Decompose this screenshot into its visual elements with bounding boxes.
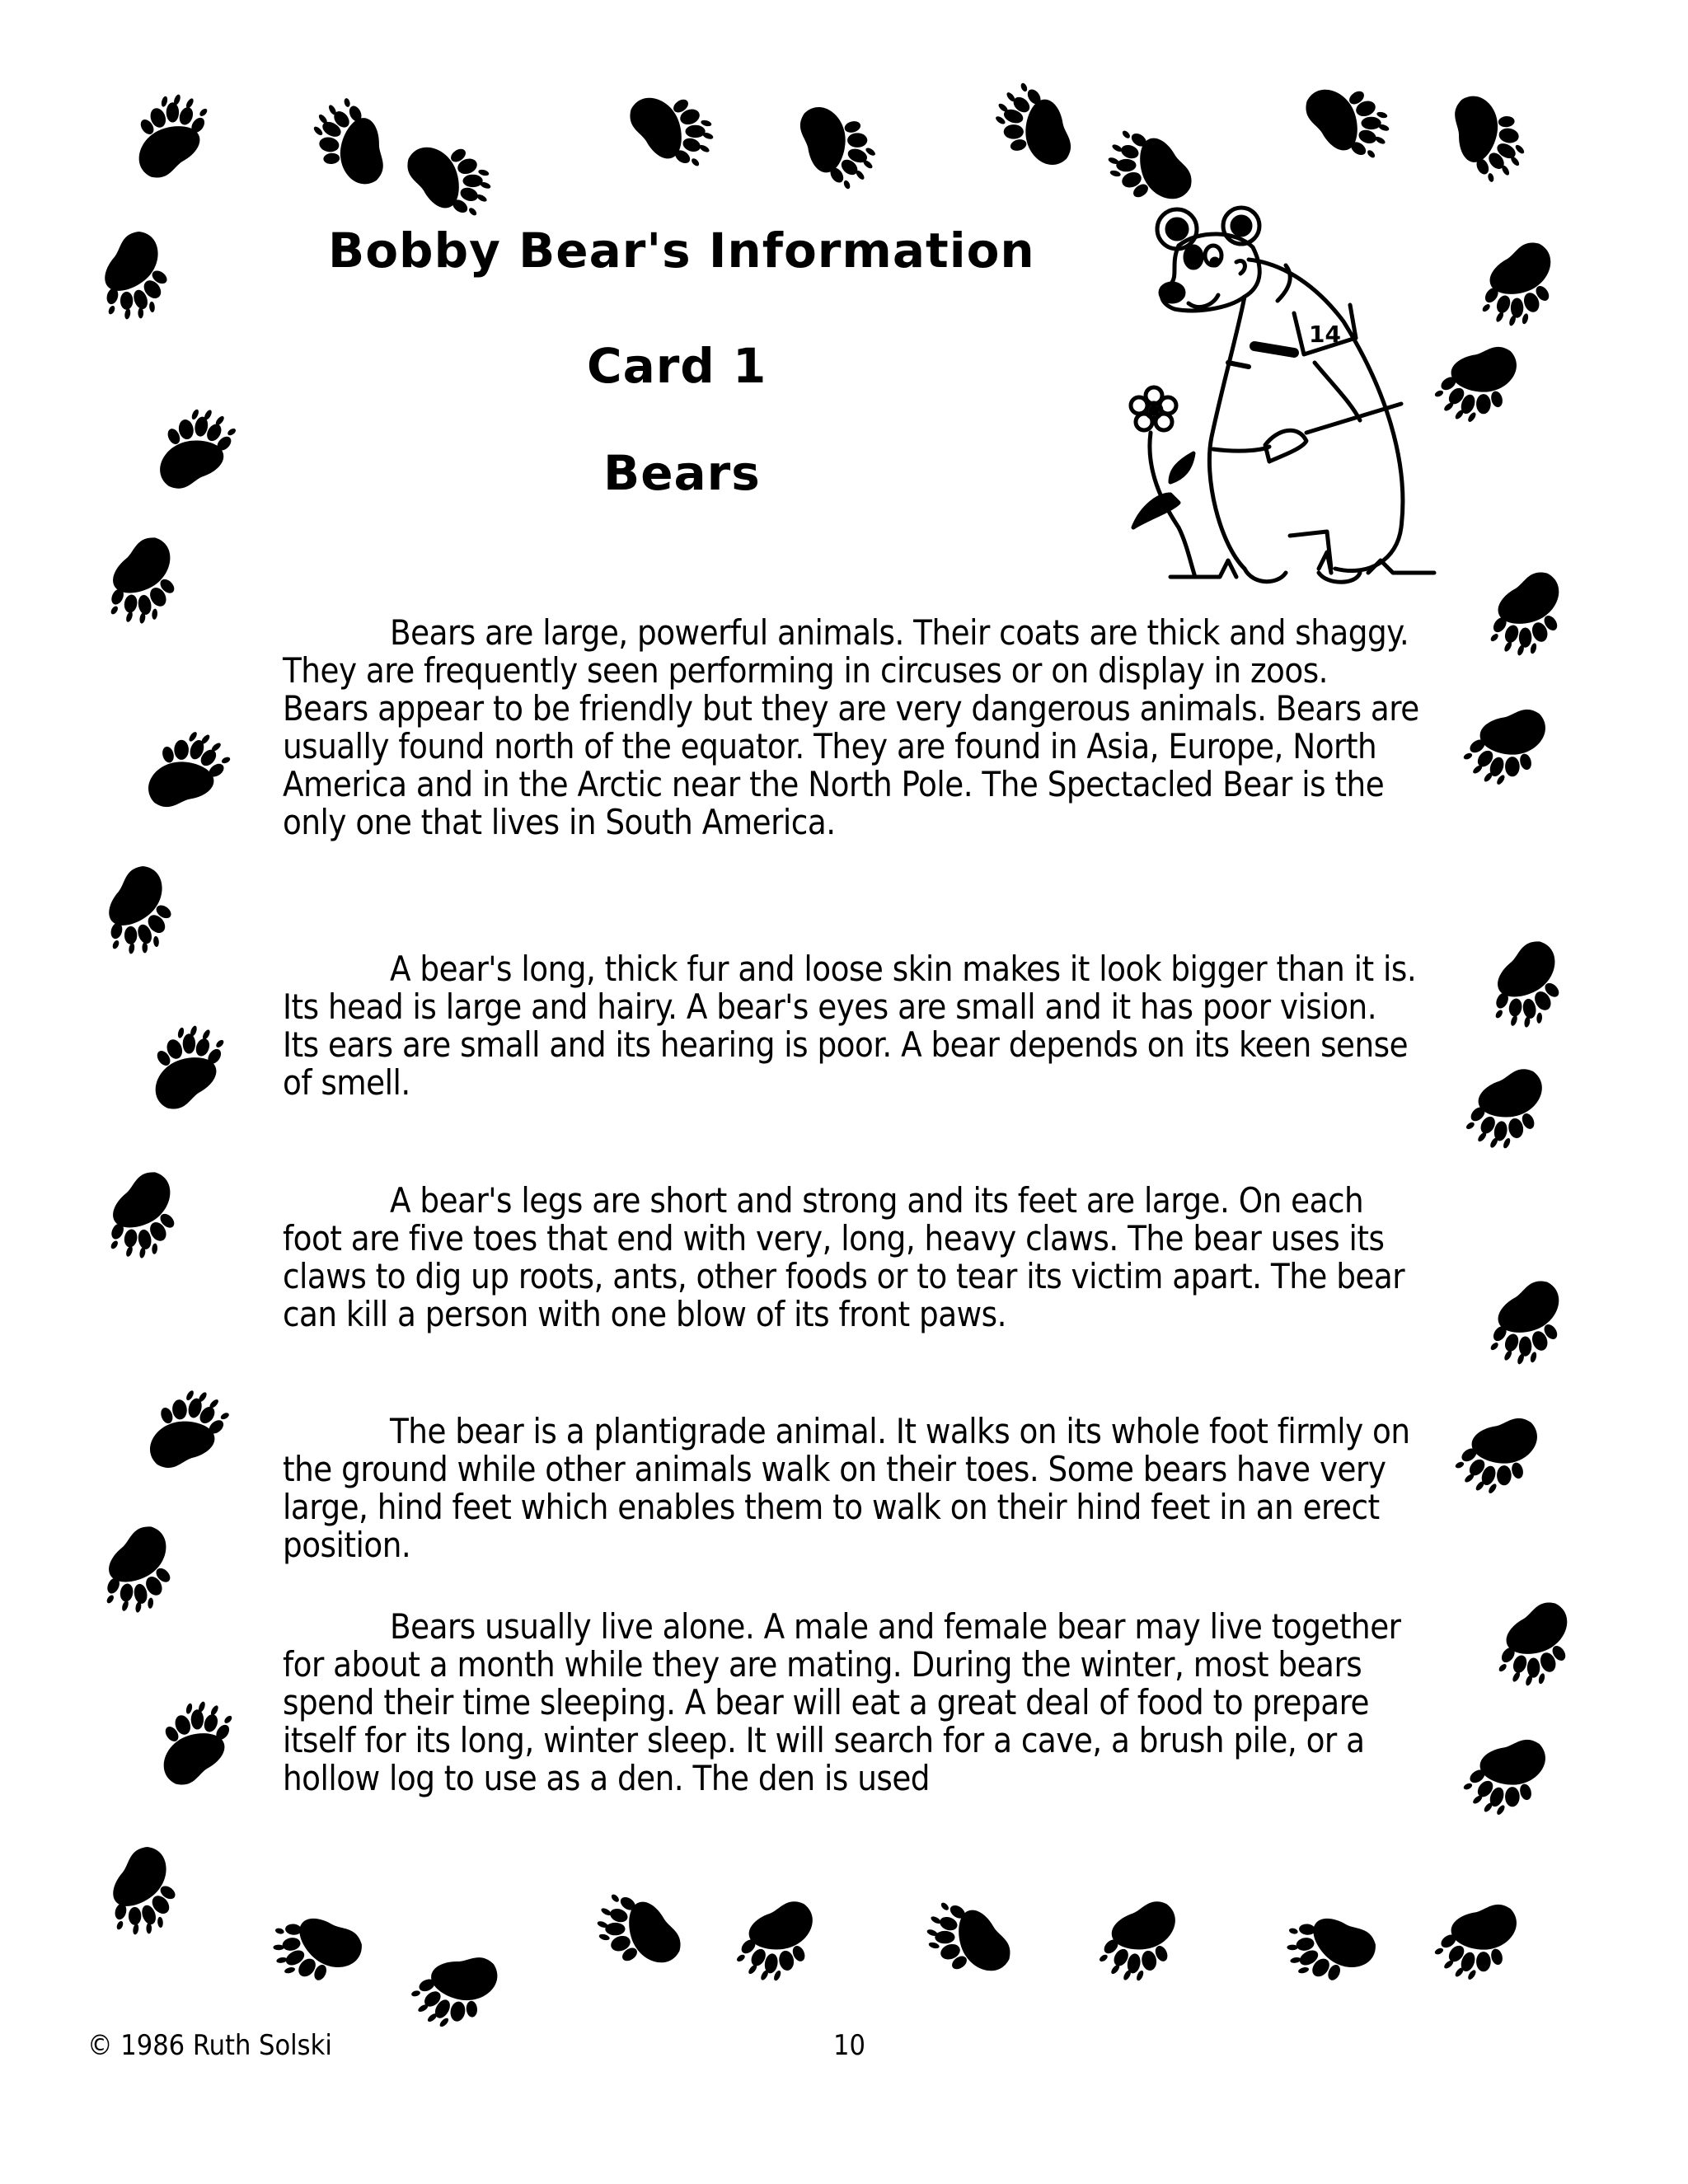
bear-paw-print-icon bbox=[87, 1517, 192, 1622]
page-title: Bobby Bear's Information bbox=[328, 223, 1035, 279]
bear-paw-print-icon bbox=[124, 91, 214, 181]
bear-paw-print-icon bbox=[779, 87, 895, 203]
paragraph bbox=[283, 1413, 1420, 1564]
bear-paw-print-icon bbox=[1451, 688, 1567, 804]
bear-illustration bbox=[1121, 198, 1467, 593]
bear-paw-print-icon bbox=[78, 218, 195, 335]
paragraph-text: A bear's legs are short and strong and its feet are large. On each foot are five toes that end with very, long, heavy claws. The bear uses its claws to dig up roots, ants, other foods or to tear its victim apart. The bear can kill a person with one blow of its front paws. bbox=[283, 1180, 1405, 1334]
bear-paw-print-icon bbox=[1456, 1056, 1560, 1160]
bear-paw-print-icon bbox=[1422, 1883, 1538, 1999]
bear-paw-print-icon bbox=[87, 1834, 203, 1950]
bear-paw-print-icon bbox=[1442, 1397, 1559, 1513]
copyright-notice: © 1986 Ruth Solski bbox=[87, 2029, 332, 2062]
card-label: Card 1 bbox=[587, 338, 767, 394]
bear-paw-print-icon bbox=[593, 1887, 684, 1978]
paragraph-text: A bear's long, thick fur and loose skin makes it look bigger than it is. Its head is large and hairy. A bear's eyes are small and it has poor vision. Its ears are small and its hearing is poor. A bear depends on its keen sense of smell. bbox=[283, 949, 1417, 1103]
bear-paw-print-icon bbox=[977, 70, 1093, 186]
bear-paw-print-icon bbox=[141, 396, 246, 501]
svg-text:14: 14 bbox=[1309, 321, 1341, 348]
bear-paw-print-icon bbox=[923, 1896, 1014, 1986]
bear-paw-print-icon bbox=[1484, 569, 1574, 659]
topic-heading: Bears bbox=[603, 445, 761, 501]
bear-paw-print-icon bbox=[626, 82, 717, 173]
bear-paw-print-icon bbox=[140, 1022, 231, 1113]
paragraph bbox=[283, 1182, 1420, 1333]
bear-paw-print-icon bbox=[82, 853, 199, 969]
paragraph-text: Bears usually live alone. A male and female bear may live together for about a month while they are mating. During the winter, most bears spend their time sleeping. A bear will eat a great deal of food to prepare itself for its long, winter sleep. It will search for a cave, a brush pile, or a hollow log to use as a den. The den is used bbox=[283, 1606, 1401, 1798]
paragraph bbox=[283, 1608, 1420, 1797]
paragraph-text: Bears are large, powerful animals. Their coats are thick and shaggy. They are frequently seen performing in circuses or on display in zoos. Bears appear to be friendly but they are very dangerous animals. Bears are usually found north of the equator. They are found in Asia, Europe, North America and in the Arctic near the North Pole. The Spectacled Bear is the only one that lives in South America. bbox=[283, 612, 1419, 842]
paragraph-text: The bear is a plantigrade animal. It walks on its whole foot firmly on the ground while other animals walk on their toes. Some bears have very large, hind feet which enables them to walk on their hind feet in an erect position. bbox=[283, 1411, 1410, 1565]
bear-paw-print-icon bbox=[256, 1887, 379, 2011]
bear-paw-print-icon bbox=[1475, 239, 1566, 330]
bear-paw-print-icon bbox=[128, 713, 244, 829]
bear-paw-print-icon bbox=[288, 82, 412, 206]
bear-paw-print-icon bbox=[396, 1929, 519, 2052]
bear-paw-print-icon bbox=[1476, 932, 1581, 1037]
bear-paw-print-icon bbox=[726, 1888, 831, 1993]
bear-paw-print-icon bbox=[1426, 74, 1550, 198]
bear-paw-print-icon bbox=[1484, 1277, 1574, 1368]
bear-paw-print-icon bbox=[130, 1375, 241, 1486]
bear-paw-print-icon bbox=[1302, 74, 1393, 165]
bear-paw-print-icon bbox=[91, 528, 196, 633]
bear-paw-print-icon bbox=[1451, 1718, 1567, 1835]
page-number: 10 bbox=[833, 2029, 865, 2062]
bear-paw-print-icon bbox=[91, 1163, 196, 1268]
bear-paw-print-icon bbox=[1089, 1888, 1193, 1993]
paragraph bbox=[283, 614, 1420, 841]
bear-paw-print-icon bbox=[1492, 1599, 1582, 1690]
paragraph bbox=[283, 950, 1420, 1102]
bear-paw-print-icon bbox=[148, 1698, 239, 1788]
bear-paw-print-icon bbox=[1269, 1887, 1393, 2011]
bear-paw-print-icon bbox=[404, 132, 495, 223]
